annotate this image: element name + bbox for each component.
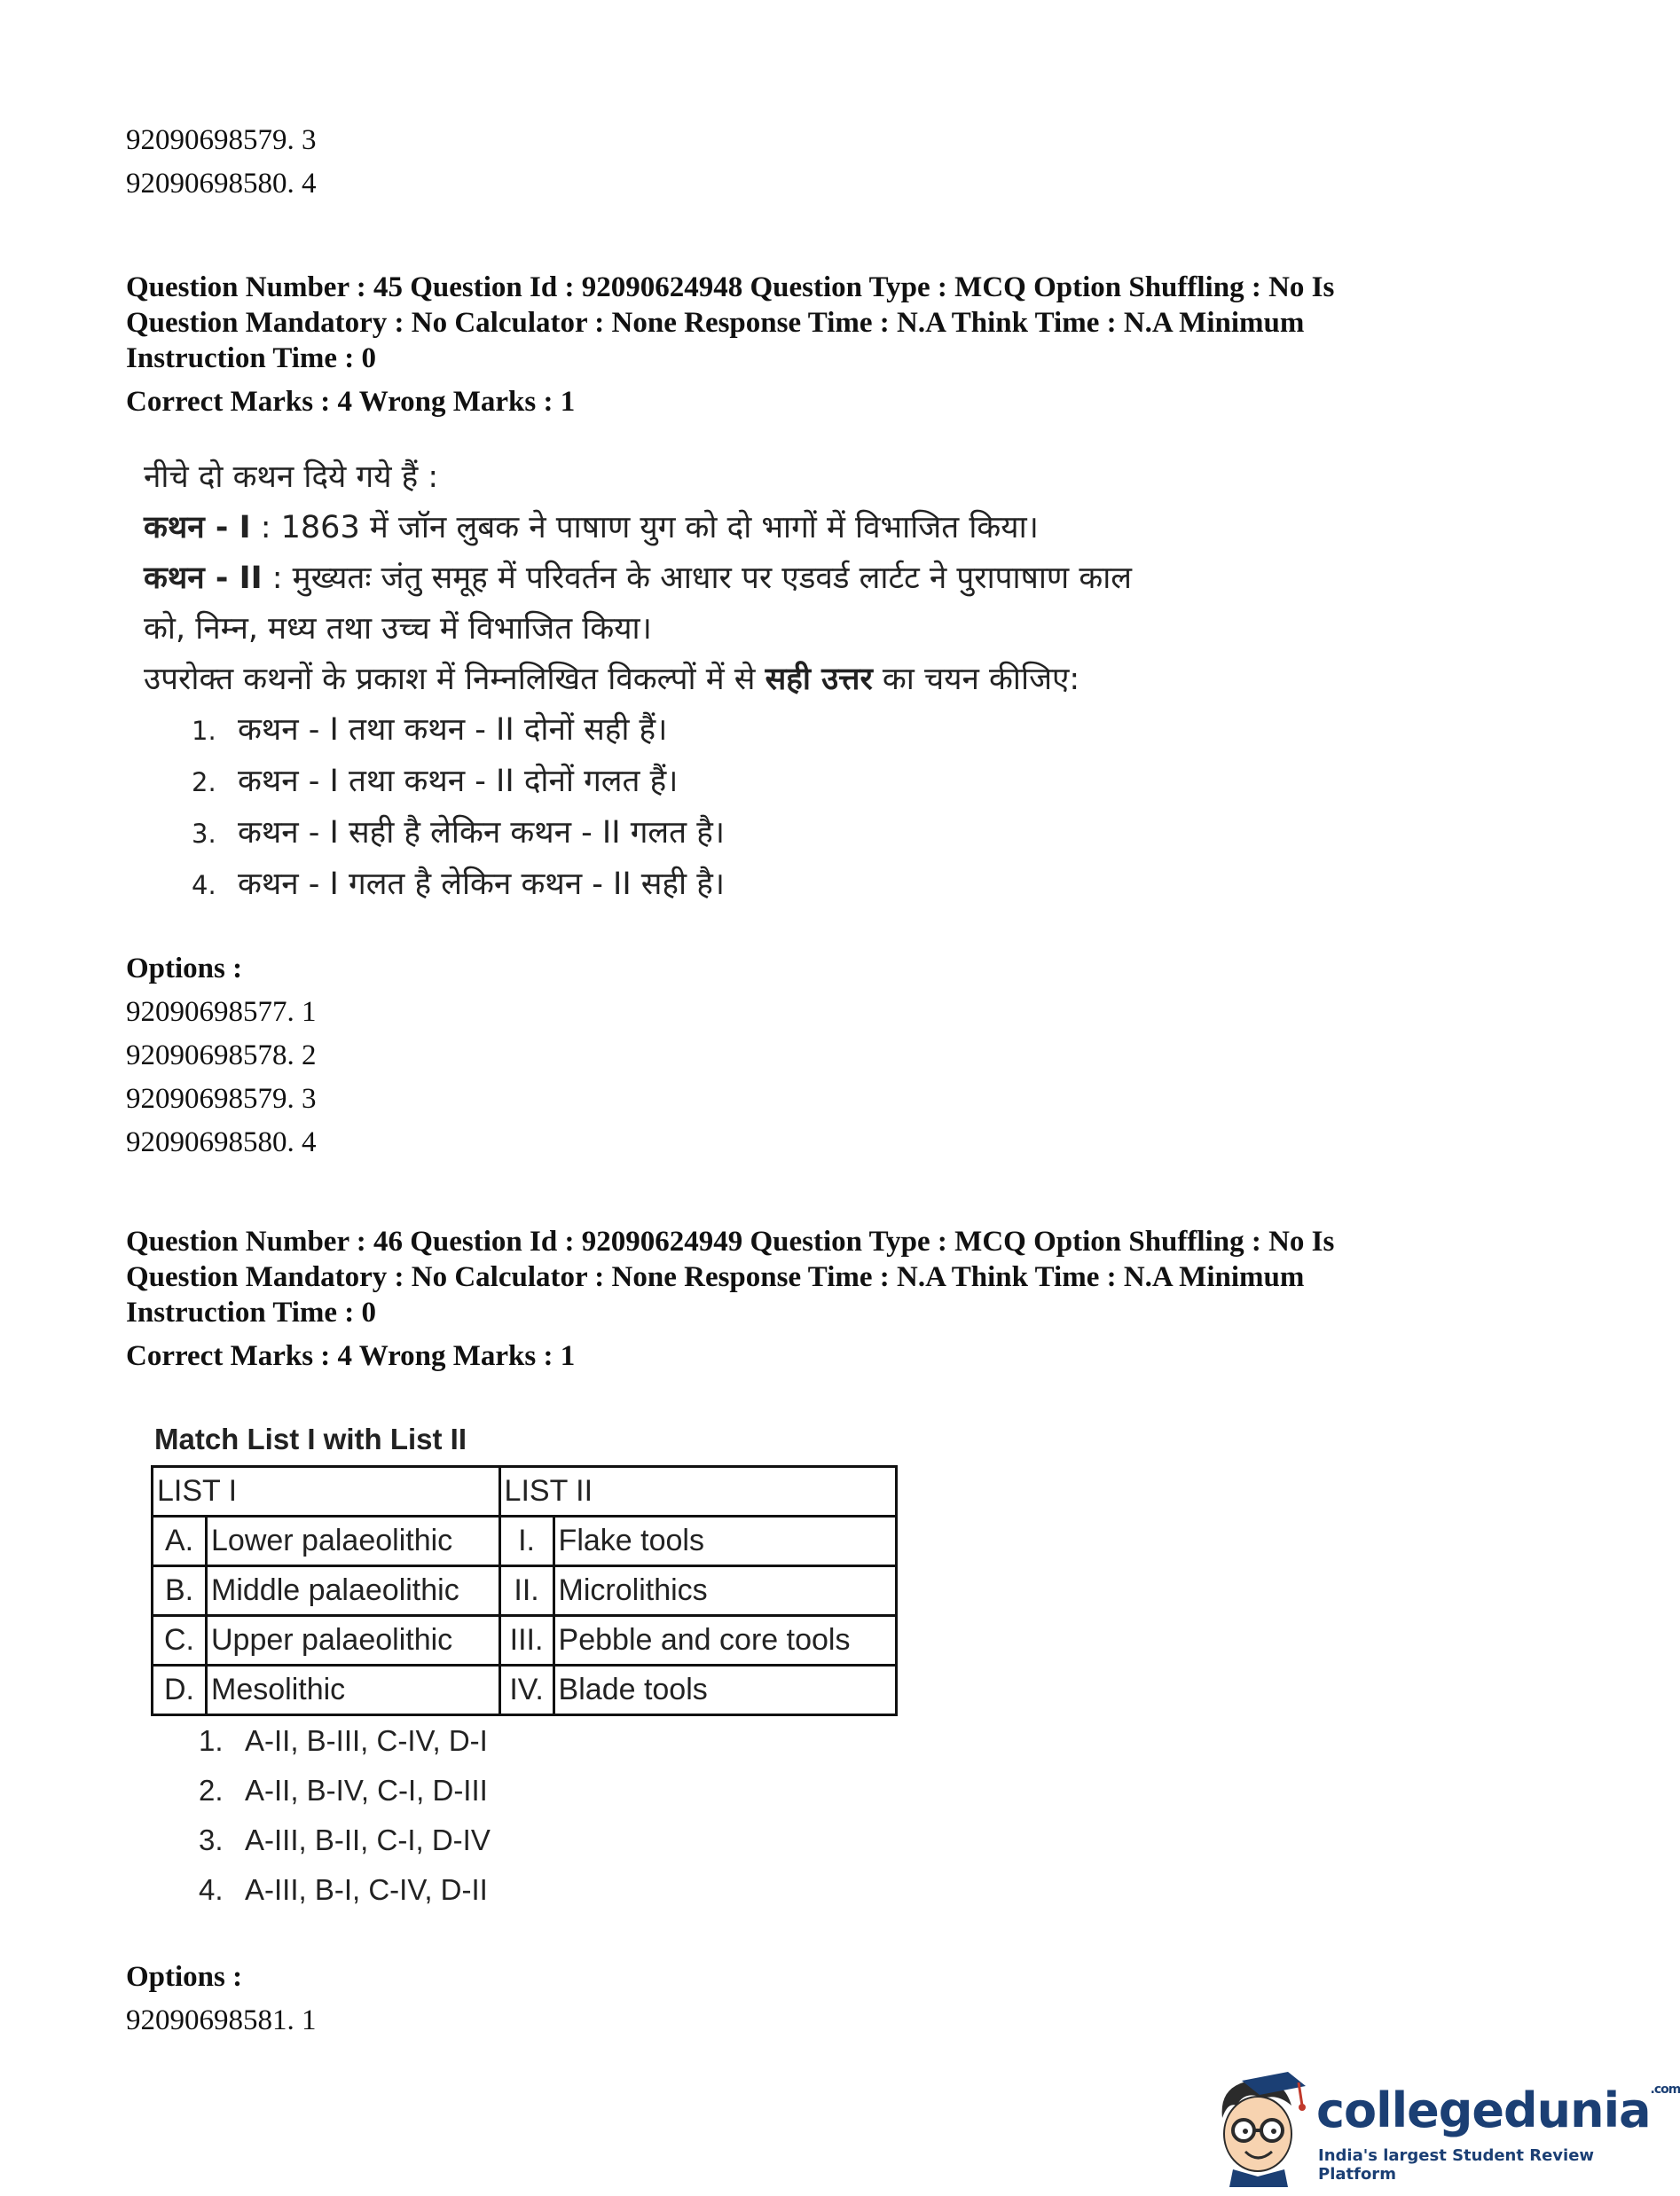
mascot-icon bbox=[1206, 2067, 1313, 2191]
choice-number: 4. bbox=[192, 870, 216, 900]
choice-number: 1. bbox=[192, 716, 216, 746]
list2-value: Flake tools bbox=[553, 1517, 896, 1566]
q45-meta bbox=[126, 270, 1510, 420]
q45-instr-bold: सही उत्तर bbox=[765, 662, 873, 697]
choice-number: 2. bbox=[199, 1774, 224, 1807]
q45-s2-label: कथन - II bbox=[144, 561, 263, 596]
choice-number: 3. bbox=[192, 819, 216, 849]
list1-header: LIST I bbox=[153, 1467, 500, 1517]
logo-wordmark: collegedunia$^{.com}$ bbox=[1316, 2082, 1680, 2138]
q45-question-image bbox=[144, 452, 1208, 911]
choice-text: A-II, B-III, C-IV, D-I bbox=[245, 1724, 488, 1757]
q45-choice bbox=[144, 859, 1208, 911]
list1-key: C. bbox=[153, 1616, 207, 1666]
q45-s1-label: कथन - I bbox=[144, 510, 251, 545]
choice-number: 2. bbox=[192, 767, 216, 797]
q45-statement-2 bbox=[144, 553, 1208, 604]
q46-marks: Correct Marks : 4 Wrong Marks : 1 bbox=[126, 1340, 576, 1372]
list2-value: Blade tools bbox=[553, 1666, 896, 1715]
list2-header: LIST II bbox=[499, 1467, 896, 1517]
option-line: 92090698578. 2 bbox=[126, 1039, 317, 1071]
choice-number: 3. bbox=[199, 1823, 224, 1856]
q45-statement-1 bbox=[144, 503, 1208, 553]
table-row bbox=[153, 1616, 897, 1666]
q46-choice bbox=[199, 1766, 898, 1816]
q46-meta-line: Question Number : 46 Question Id : 92090624949 Question Type : MCQ Option Shuffling : No Is bbox=[126, 1226, 1335, 1258]
list1-value: Mesolithic bbox=[207, 1666, 500, 1715]
q45-s2-text: : मुख्यतः जंतु समूह में परिवर्तन के आधार पर एडवर्ड लार्टट ने पुरापाषाण काल bbox=[262, 561, 1133, 596]
q45-statement-2-cont: को, निम्न, मध्य तथा उच्च में विभाजित किया। bbox=[144, 611, 652, 647]
list2-key: III. bbox=[499, 1616, 553, 1666]
option-line: 92090698579. 3 bbox=[126, 124, 317, 156]
logo-tagline: India's largest Student Review Platform bbox=[1318, 2146, 1595, 2184]
choice-text: A-III, B-II, C-I, D-IV bbox=[245, 1823, 491, 1856]
q45-choice bbox=[144, 808, 1208, 859]
prev-options-list bbox=[126, 119, 1510, 206]
q45-choice bbox=[144, 705, 1208, 757]
q45-s1-text: : 1863 में जॉन लुबक ने पाषाण युग को दो भागों में विभाजित किया। bbox=[250, 510, 1039, 545]
choice-text: कथन - I तथा कथन - II दोनों सही हैं। bbox=[238, 712, 668, 748]
choice-text: कथन - I तथा कथन - II दोनों गलत हैं। bbox=[238, 764, 679, 799]
q45-intro: नीचे दो कथन दिये गये हैं : bbox=[144, 459, 439, 495]
q45-instr-post: का चयन कीजिए: bbox=[872, 662, 1080, 697]
choice-number: 4. bbox=[199, 1873, 224, 1906]
option-line: 92090698579. 3 bbox=[126, 1083, 317, 1115]
match-table bbox=[151, 1465, 898, 1716]
q45-marks: Correct Marks : 4 Wrong Marks : 1 bbox=[126, 386, 576, 418]
list2-key: II. bbox=[499, 1566, 553, 1616]
list1-key: A. bbox=[153, 1517, 207, 1566]
option-line: 92090698580. 4 bbox=[126, 1126, 317, 1158]
q46-choice bbox=[199, 1865, 898, 1915]
q46-choice bbox=[199, 1716, 898, 1766]
q45-instruction bbox=[144, 655, 1208, 705]
q46-choices bbox=[151, 1716, 898, 1915]
q45-instr-pre: उपरोक्त कथनों के प्रकाश में निम्नलिखित विकल्पों में से bbox=[144, 662, 765, 697]
table-row bbox=[153, 1566, 897, 1616]
q45-meta-line: Instruction Time : 0 bbox=[126, 342, 377, 374]
options-label: Options : bbox=[126, 953, 243, 984]
choice-text: कथन - I सही है लेकिन कथन - II गलत है। bbox=[238, 815, 726, 851]
choice-text: कथन - I गलत है लेकिन कथन - II सही है। bbox=[238, 867, 726, 902]
choice-number: 1. bbox=[199, 1724, 224, 1757]
q46-options bbox=[126, 1956, 1510, 2043]
q46-meta-line: Question Mandatory : No Calculator : None Response Time : N.A Think Time : N.A Minimum bbox=[126, 1261, 1305, 1293]
choice-text: A-III, B-I, C-IV, D-II bbox=[245, 1873, 488, 1906]
list1-value: Middle palaeolithic bbox=[207, 1566, 500, 1616]
choice-text: A-II, B-IV, C-I, D-III bbox=[245, 1774, 488, 1807]
table-row bbox=[153, 1517, 897, 1566]
list1-value: Lower palaeolithic bbox=[207, 1517, 500, 1566]
q46-meta-line: Instruction Time : 0 bbox=[126, 1297, 377, 1329]
collegedunia-logo bbox=[1206, 2067, 1680, 2191]
option-line: 92090698577. 1 bbox=[126, 996, 317, 1028]
option-line: 92090698580. 4 bbox=[126, 168, 317, 200]
options-label: Options : bbox=[126, 1961, 243, 1993]
q46-choice bbox=[199, 1816, 898, 1865]
q46-question-image bbox=[151, 1417, 898, 1915]
list1-value: Upper palaeolithic bbox=[207, 1616, 500, 1666]
q45-options bbox=[126, 947, 1510, 1165]
q45-meta-line: Question Number : 45 Question Id : 92090624948 Question Type : MCQ Option Shuffling : No Is bbox=[126, 271, 1335, 303]
list2-key: I. bbox=[499, 1517, 553, 1566]
list1-key: B. bbox=[153, 1566, 207, 1616]
table-row bbox=[153, 1666, 897, 1715]
table-header-row bbox=[153, 1467, 897, 1517]
q45-choice bbox=[144, 757, 1208, 808]
list2-value: Microlithics bbox=[553, 1566, 896, 1616]
q45-meta-line: Question Mandatory : No Calculator : None Response Time : N.A Think Time : N.A Minimum bbox=[126, 307, 1305, 339]
match-title: Match List I with List II bbox=[154, 1423, 467, 1455]
q46-meta bbox=[126, 1224, 1510, 1374]
list2-value: Pebble and core tools bbox=[553, 1616, 896, 1666]
list2-key: IV. bbox=[499, 1666, 553, 1715]
logo-dotcom: .com bbox=[1650, 2082, 1680, 2097]
option-line: 92090698581. 1 bbox=[126, 2004, 317, 2036]
list1-key: D. bbox=[153, 1666, 207, 1715]
